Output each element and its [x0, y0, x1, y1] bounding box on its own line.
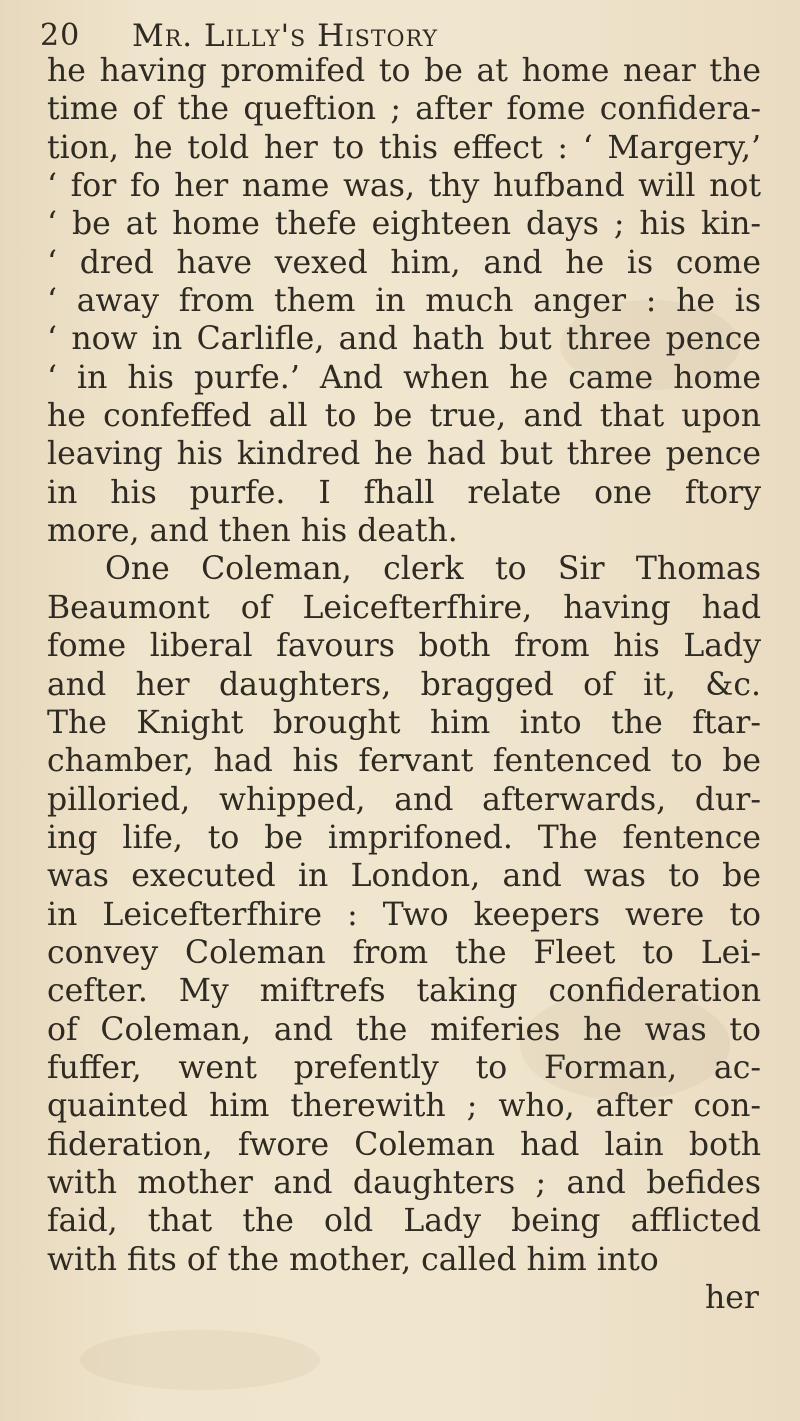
text-line: chamber, had his fervant fentenced to be	[47, 743, 761, 780]
body-text	[47, 52, 761, 1317]
text-line: ‘ in his purfe.’ And when he came home	[47, 359, 761, 396]
text-line: more, and then his death.	[47, 513, 458, 550]
text-line: time of the queftion ; after fome confidera-	[47, 91, 761, 128]
text-line: ‘ be at home thefe eighteen days ; his kin-	[47, 206, 761, 243]
text-line: faid, that the old Lady being afflicted	[47, 1203, 761, 1240]
text-line: was executed in London, and was to be	[47, 858, 761, 895]
text-line: in Leicefterfhire : Two keepers were to	[47, 896, 761, 933]
text-line: in his purfe. I fhall relate one ftory	[47, 474, 761, 511]
text-line: pilloried, whipped, and afterwards, dur-	[47, 781, 761, 818]
text-line: with fits of the mother, called him into	[47, 1241, 659, 1278]
text-line: ‘ away from them in much anger : he is	[47, 283, 761, 320]
text-line: and her daughters, bragged of it, &c.	[47, 666, 761, 703]
text-line: fideration, fwore Coleman had lain both	[47, 1126, 761, 1163]
text-line: of Coleman, and the miferies he was to	[47, 1011, 761, 1048]
paragraph-start-line: One Coleman, clerk to Sir Thomas	[105, 551, 761, 588]
text-line: convey Coleman from the Fleet to Lei-	[47, 934, 761, 971]
text-line: he having promifed to be at home near the	[47, 53, 761, 89]
page-number: 20	[40, 18, 81, 53]
running-title: Mr. Lilly's History	[132, 18, 438, 54]
text-line: ‘ now in Carlifle, and hath but three pence	[47, 321, 761, 358]
text-line: fuffer, went prefently to Forman, ac-	[47, 1049, 761, 1086]
text-line: quainted him therewith ; who, after con-	[47, 1088, 761, 1125]
text-line: Beaumont of Leicefterfhire, having had	[47, 589, 761, 626]
text-line: fome liberal favours both from his Lady	[47, 628, 761, 665]
text-line: cefter. My miftrefs taking confideration	[47, 973, 761, 1010]
text-line: ing life, to be imprifoned. The fentence	[47, 819, 761, 856]
catchword: her	[705, 1280, 759, 1316]
text-line: with mother and daughters ; and befides	[47, 1164, 761, 1201]
text-line: ‘ dred have vexed him, and he is come	[47, 244, 761, 281]
text-line: ‘ for fo her name was, thy hufband will not	[47, 168, 761, 205]
text-line: leaving his kindred he had but three pence	[47, 436, 761, 473]
text-line: The Knight brought him into the ftar-	[47, 704, 761, 741]
text-line: he confeffed all to be true, and that upon	[47, 398, 761, 435]
text-line: tion, he told her to this effect : ‘ Margery,’	[47, 129, 761, 166]
paper-stain	[80, 1330, 320, 1390]
